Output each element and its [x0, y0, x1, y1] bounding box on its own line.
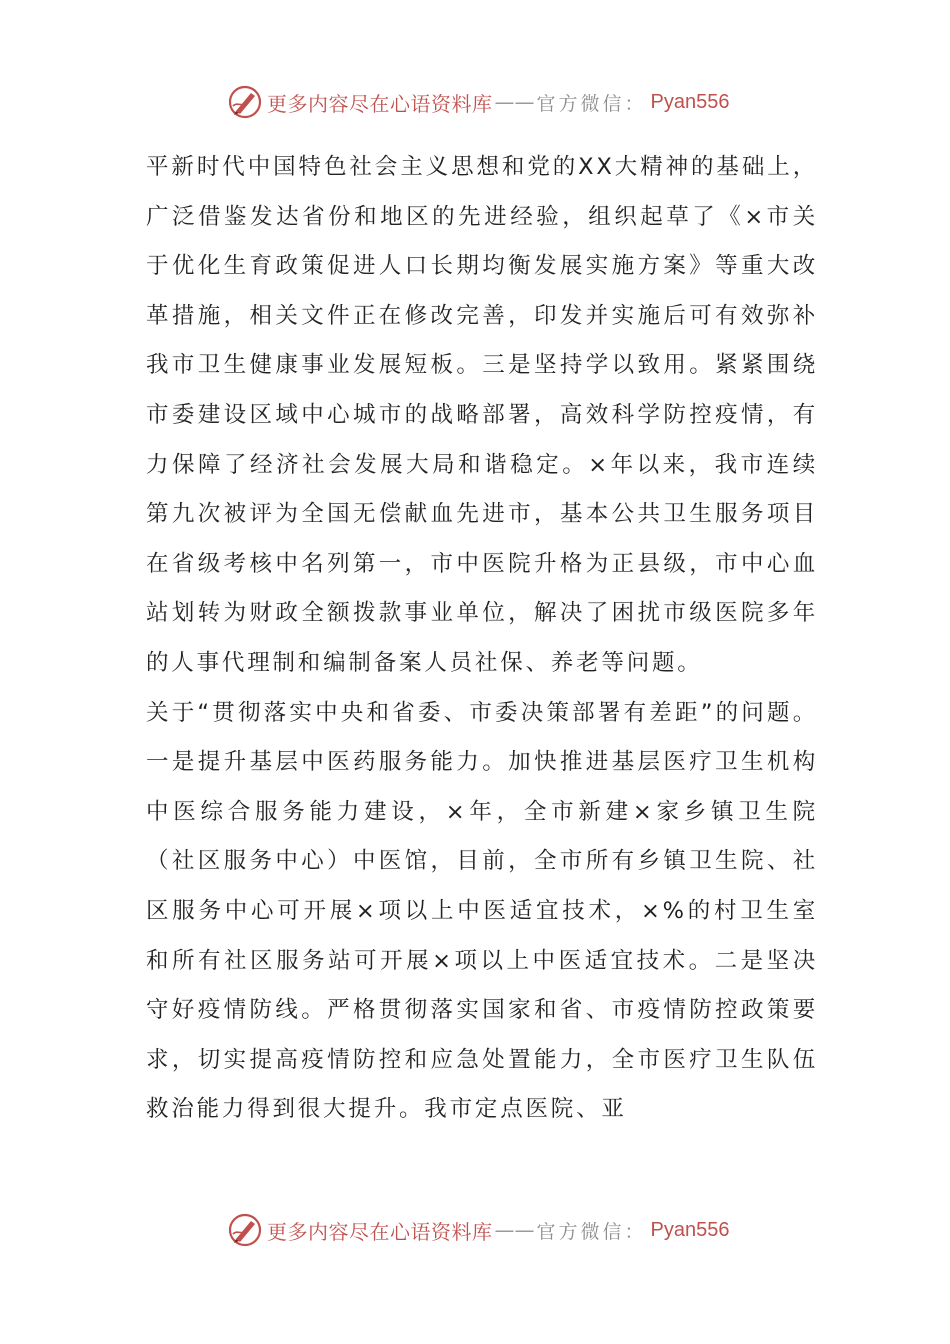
header-banner — [227, 82, 729, 122]
wechat-label: 官方微信： — [536, 1220, 647, 1243]
wechat-label: 官方微信： — [536, 92, 647, 115]
pen-logo-icon — [227, 84, 263, 120]
pen-logo-icon — [227, 1212, 263, 1248]
wechat-id: Pyan556 — [650, 90, 730, 113]
banner-text: 更多内容尽在心语资料库 — [267, 91, 493, 116]
banner-text: 更多内容尽在心语资料库 — [267, 1219, 493, 1244]
banner-dash: —— — [494, 1218, 535, 1242]
banner-dash: —— — [494, 90, 535, 114]
wechat-id: Pyan556 — [650, 1218, 730, 1241]
paragraph-2: 关于“贯彻落实中央和省委、市委决策部署有差距”的问题。一是提升基层中医药服务能力。加快推进基层医疗卫生机构中医综合服务能力建设，×年，全市新建×家乡镇卫生院（社区服务中心）中医馆，目前，全市所有乡镇卫生院、社区服务中心可开展×项以上中医适宜技术，×%的村卫生室和所有社区服务站可开展×项以上中医适宜技术。二是坚决守好疫情防线。严格贯彻落实国家和省、市疫情防控政策要求，切实提高疫情防控和应急处置能力，全市医疗卫生队伍救治能力得到很大提升。我市定点医院、亚 — [146, 699, 818, 1123]
document-body — [146, 143, 818, 1135]
footer-banner — [227, 1210, 729, 1250]
paragraph-1: 平新时代中国特色社会主义思想和党的XX大精神的基础上，广泛借鉴发达省份和地区的先进经验，组织起草了《×市关于优化生育政策促进人口长期均衡发展实施方案》等重大改革措施，相关文件正在修改完善，印发并实施后可有效弥补我市卫生健康事业发展短板。三是坚持学以致用。紧紧围绕市委建设区域中心城市的战略部署，高效科学防控疫情，有力保障了经济社会发展大局和谐稳定。×年以来，我市连续第九次被评为全国无偿献血先进市，基本公共卫生服务项目在省级考核中名列第一，市中医院升格为正县级，市中心血站划转为财政全额拨款事业单位，解决了困扰市级医院多年的人事代理制和编制备案人员社保、养老等问题。 — [146, 154, 818, 676]
